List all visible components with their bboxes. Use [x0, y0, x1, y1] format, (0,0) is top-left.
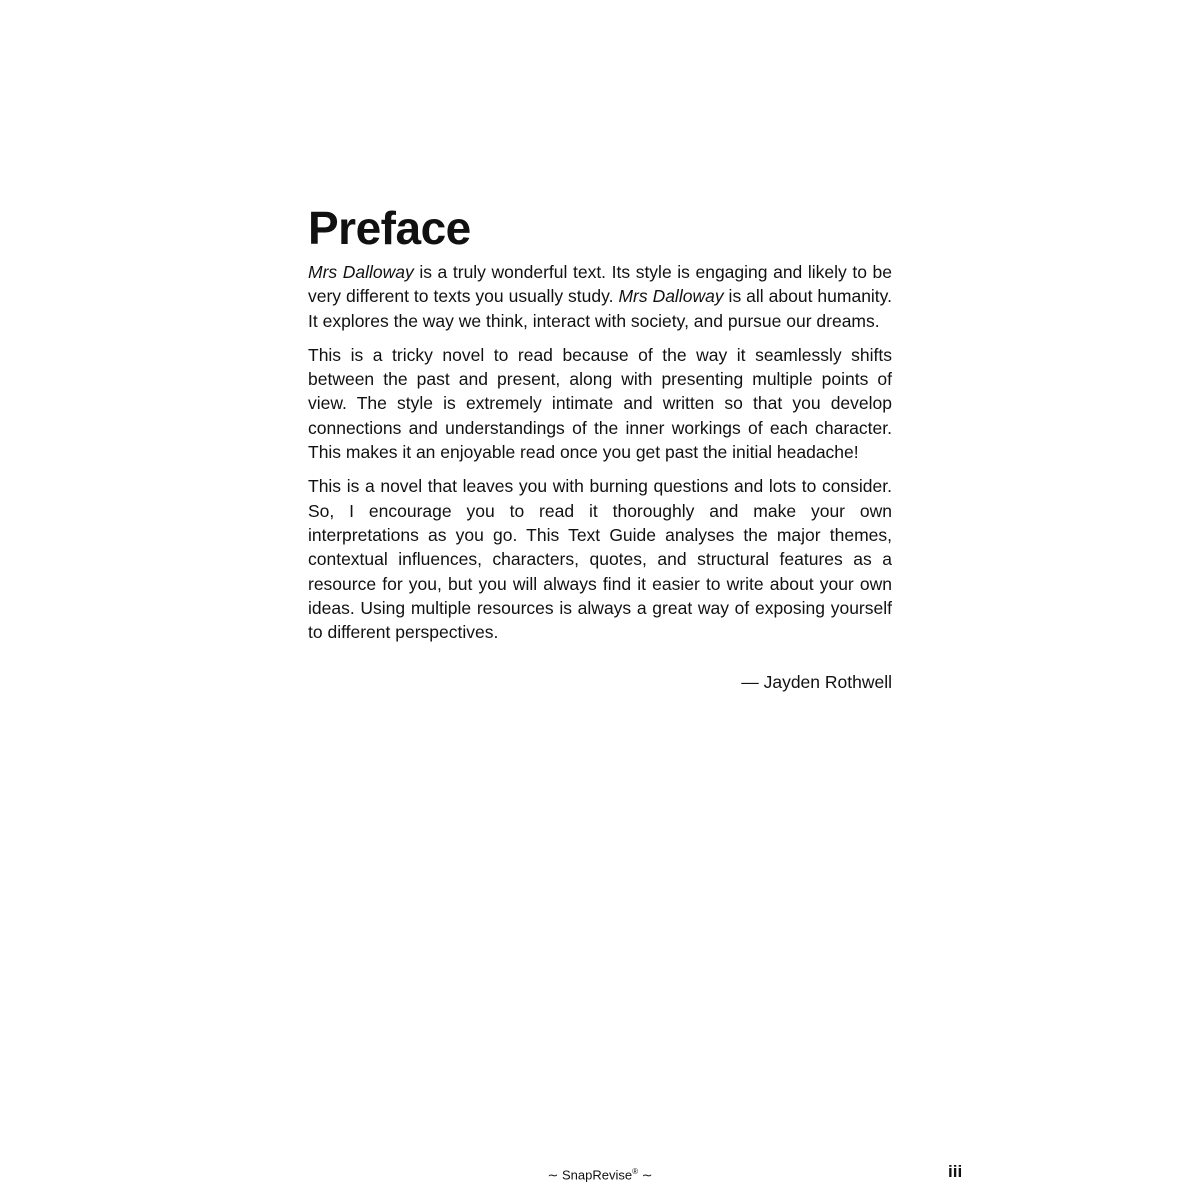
- book-title-italic: Mrs Dalloway: [308, 262, 414, 282]
- paragraph-1: [308, 260, 892, 333]
- footer-brand: [0, 1162, 1200, 1185]
- book-title-italic: Mrs Dalloway: [618, 286, 724, 307]
- paragraph-1-text-b: is all about humanity. It explores the way we think, interact with society, and pursue our dreams.: [308, 286, 892, 331]
- page-title: Preface: [308, 202, 471, 254]
- page-footer: [0, 1162, 1200, 1186]
- brand-tilde-left: ∼: [547, 1167, 562, 1183]
- paragraph-1-text-a: is a truly wonderful text. Its style is engaging and likely to be very different to texts you usually study.: [308, 262, 892, 307]
- paragraph-3: This is a novel that leaves you with burning questions and lots to consider. So, I encourage you to read it thoroughly and make your own interpretations as you go. This Text Guide analyses the major themes, contextual influences, characters, quotes, and structural features as a resource for you, but you will always find it easier to write about your own ideas. Using multiple resources is always a great way of exposing yourself to different perspectives.: [308, 476, 892, 643]
- paragraph-2: This is a tricky novel to read because of the way it seamlessly shifts between the past and present, along with presenting multiple points of view. The style is extremely intimate and written so that you develop connections and understandings of the inner workings of each character. This makes it an enjoyable read once you get past the initial headache!: [308, 344, 892, 463]
- page-number: iii: [948, 1162, 963, 1181]
- brand-tilde-right: ∼: [638, 1167, 653, 1183]
- brand-name: SnapRevise: [561, 1167, 633, 1183]
- author-signature: — Jayden Rothwell: [741, 672, 892, 693]
- preface-content: [308, 200, 892, 694]
- registered-mark: ®: [632, 1167, 638, 1176]
